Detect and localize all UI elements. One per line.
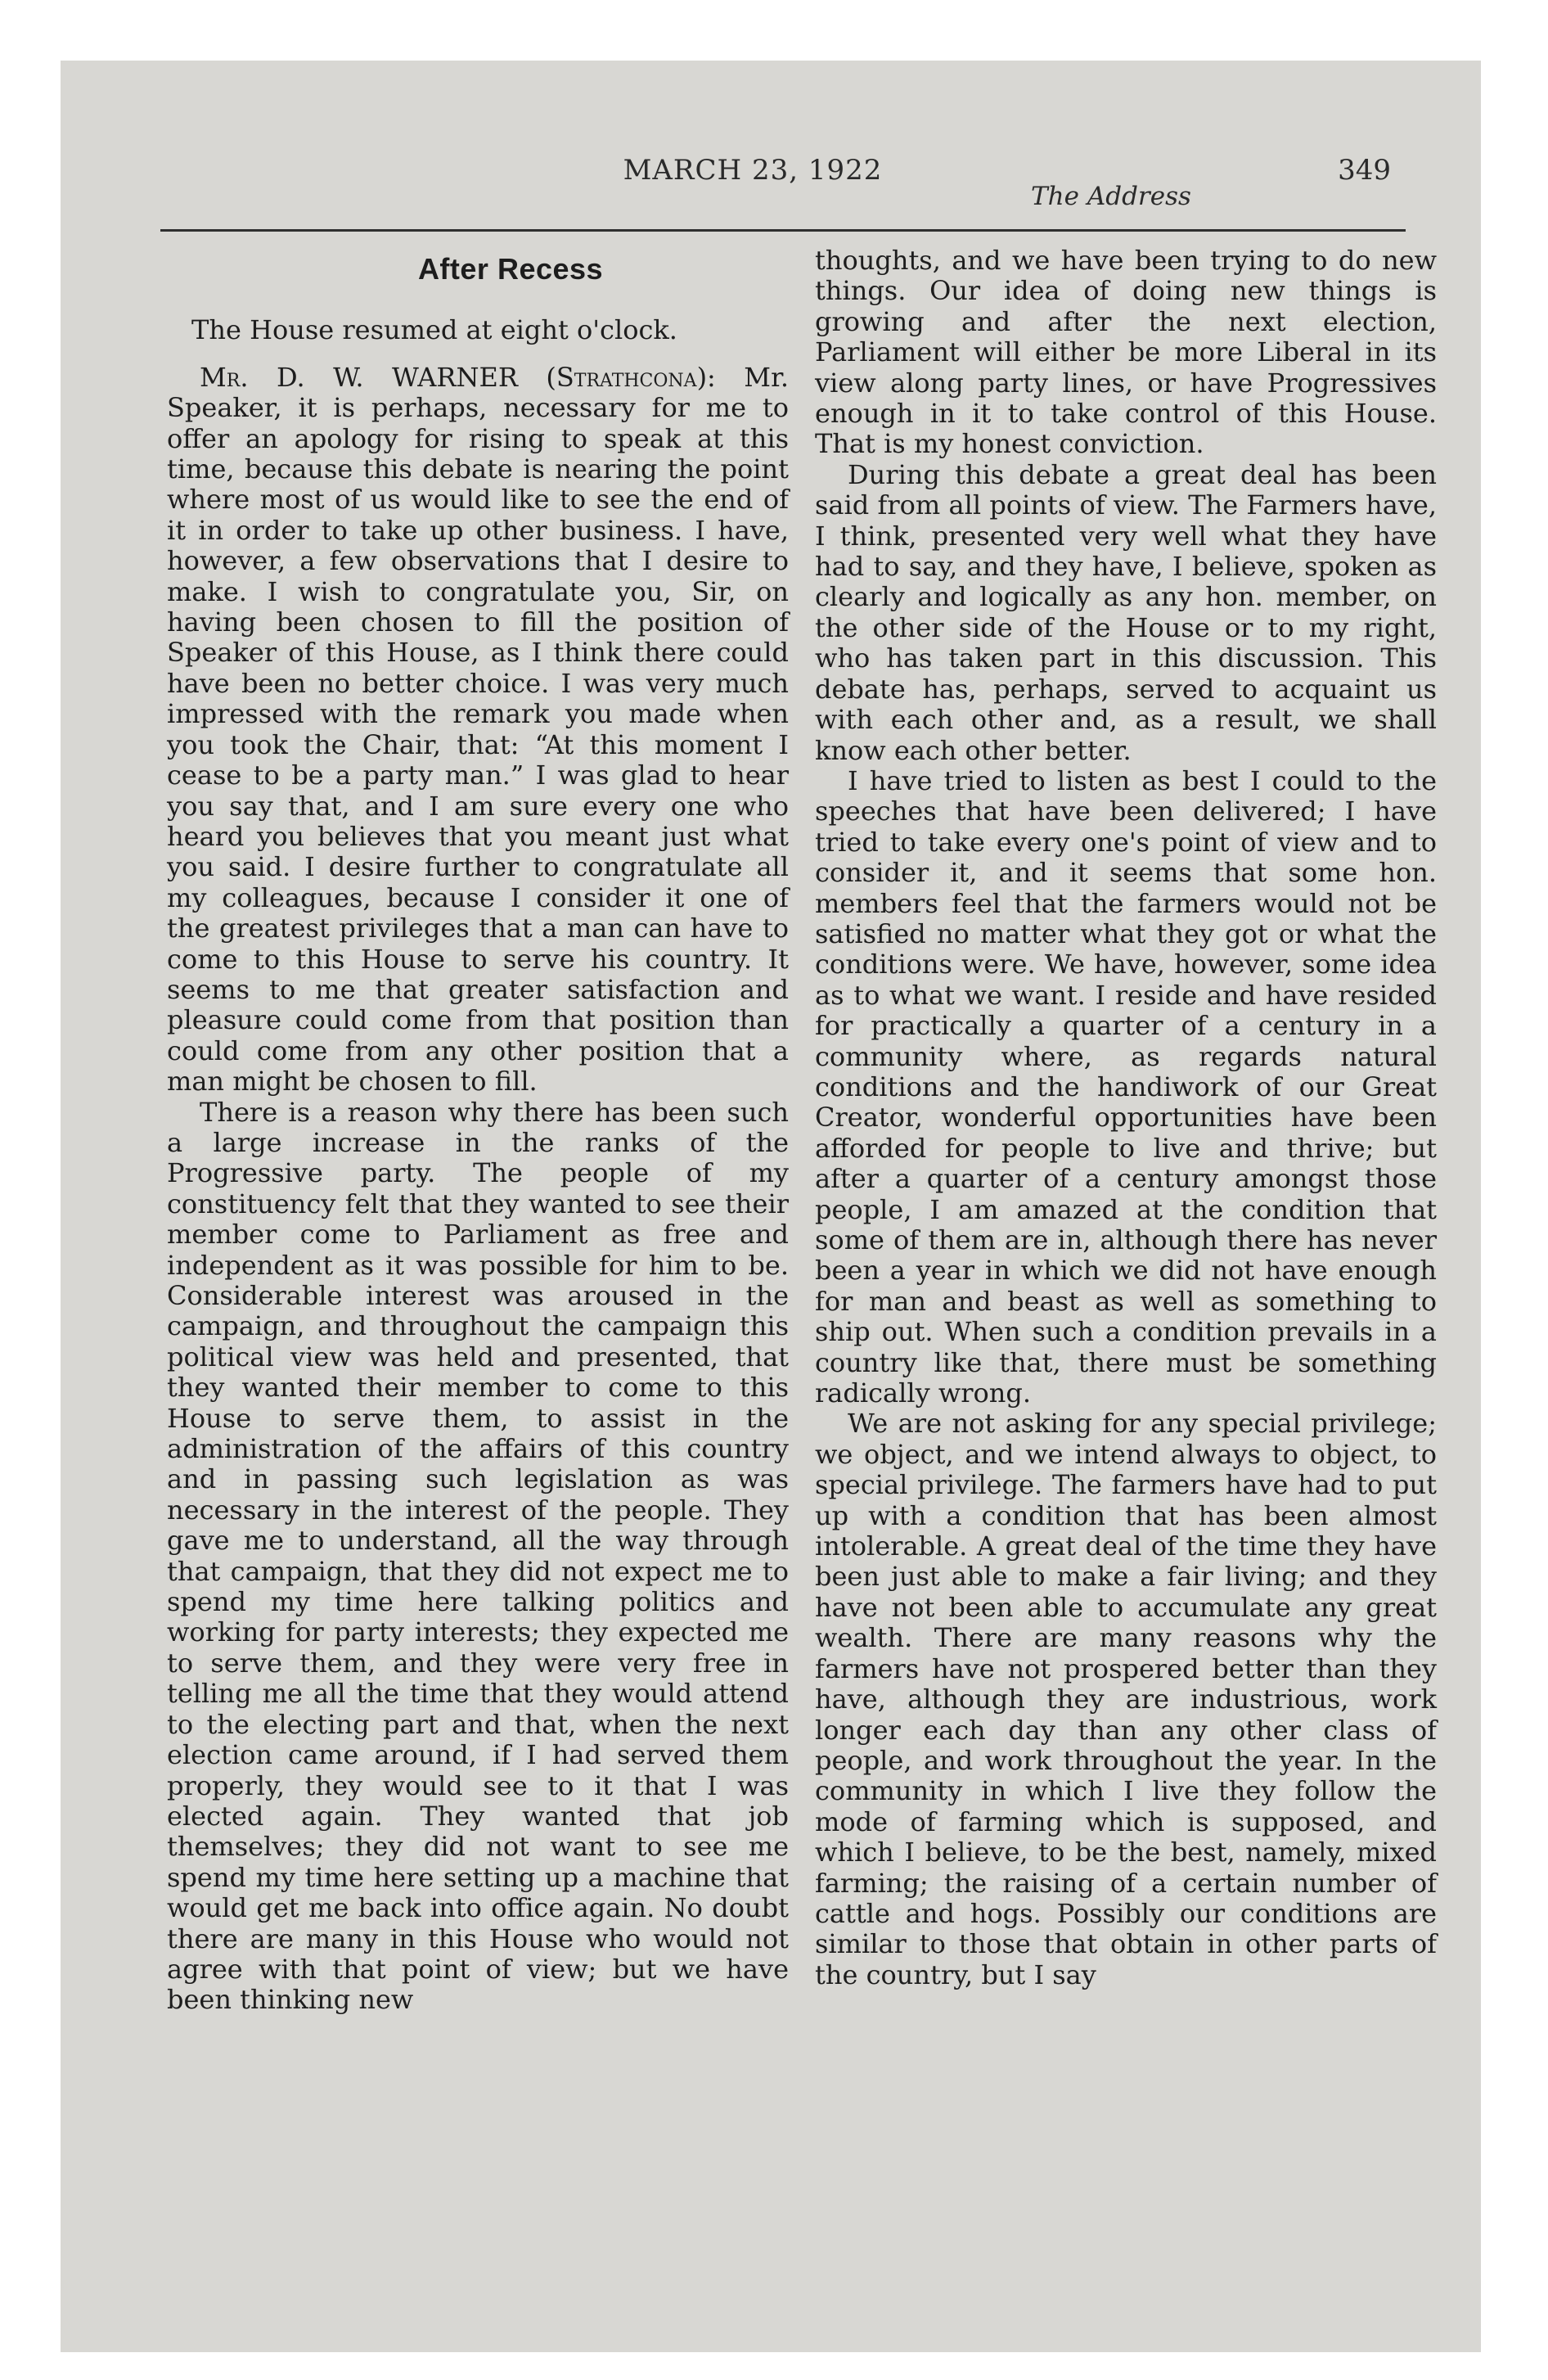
speech-paragraph: I have tried to listen as best I could to the speeches that have been delivered; I have tried to take every one's point of view and to consider it, and it seems that some hon. members feel that the farmers would not be satisfied no matter what they got or what the conditions were. We have, however, some idea as to what we want. I reside and have resided for practically a quarter of a century in a community where, as regards natural conditions and the handiwork of our Great Creator, wonderful opportunities have been afforded for people to live and thrive; but after a quarter of a century amongst those people, I am amazed at the condition that some of them are in, although there has never been a year in which we did not have enough for man and beast as well as something to ship out. When such a condition prevails in a country like that, there must be something radically wrong. (815, 764, 1437, 1409)
running-header (115, 88, 1391, 211)
header-date: MARCH 23, 1922 (623, 154, 883, 187)
section-heading: After Recess (417, 252, 604, 286)
speaker-name: Mr. D. W. WARNER (Strathcona): (200, 361, 716, 393)
header-page-number: 349 (1338, 154, 1391, 187)
header-section-title: The Address (1031, 182, 1191, 211)
speech-paragraph: We are not asking for any special privilege; we object, and we intend always to object, to special privilege. The farmers have had to put up with a condition that has been almost intolerable. A great deal of the time they have been just able to make a fair living; and they have not been able to accumulate any great wealth. There are many reasons why the farmers have not prospered better than they have, although they are industrious, work longer each day than any other class of people, and work throughout the year. In the community in which I live they follow the mode of farming which is supposed, and which I believe, to be the best, namely, mixed farming; the raising of a certain number of cattle and hogs. Possibly our conditions are similar to those that obtain in other parts of the country, but I say (815, 1408, 1437, 1990)
right-column (815, 246, 1437, 1990)
speech-paragraph (167, 363, 789, 1098)
speech-text: Mr. Speaker, it is perhaps, necessary for me to offer an apology for rising to speak at this time, because this debate is nearing the point where most of us would like to see the end of it in order to take up other business. I have, however, a few observations that I desire to make. I wish to congratulate you, Sir, on having been chosen to fill the position of Speaker of this House, as I think there could have been no better choice. I was very much impressed with the remark you made when you took the Chair, that: “At this moment I cease to be a party man.” I was glad to hear you say that, and I am sure every one who heard you believes that you meant just what you said. I desire further to congratulate all my colleagues, because I consider it one of the greatest privileges that a man can have to come to this House to serve his country. It seems to me that greater satisfaction and pleasure could come from that position than could come from any other position that a man might be chosen to fill. (167, 361, 790, 1098)
left-column (167, 246, 789, 2016)
speech-paragraph: There is a reason why there has been such a large increase in the ranks of the Progressive party. The people of my constituency felt that they wanted to see their member come to Parliament as free and independent as it was possible for him to be. Considerable interest was aroused in the campaign, and throughout the campaign this political view was held and presented, that they wanted their member to come to this House to serve them, to assist in the administration of the affairs of this country and in passing such legislation as was necessary in the interest of the people. They gave me to understand, all the way through that campaign, that they did not expect me to spend my time here talking politics and working for party interests; they expected me to serve them, and they were very free in telling me all the time that they would attend to the electing part and that, when the next election came around, if I had served them properly, they would see to it that I was elected again. They wanted that job themselves; they did not want to see me spend my time here setting up a machine that would get me back into office again. No doubt there are many in this House who would not agree with that point of view; but we have been thinking new (167, 1096, 789, 2016)
header-rule (160, 229, 1406, 232)
resumed-note: The House resumed at eight o'clock. (191, 314, 677, 346)
speech-paragraph: thoughts, and we have been trying to do new things. Our idea of doing new things is growing and after the next election, Parliament will either be more Liberal in its view along party lines, or have Progressives enough in it to take control of this House. That is my honest conviction. (815, 245, 1437, 460)
speech-paragraph: During this debate a great deal has been said from all points of view. The Farmers have, I think, presented very well what they have had to say, and they have, I believe, spoken as clearly and logically as any hon. member, on the other side of the House or to my right, who has taken part in this discussion. This debate has, perhaps, served to acquaint us with each other and, as a result, we shall know each other better. (815, 458, 1437, 766)
